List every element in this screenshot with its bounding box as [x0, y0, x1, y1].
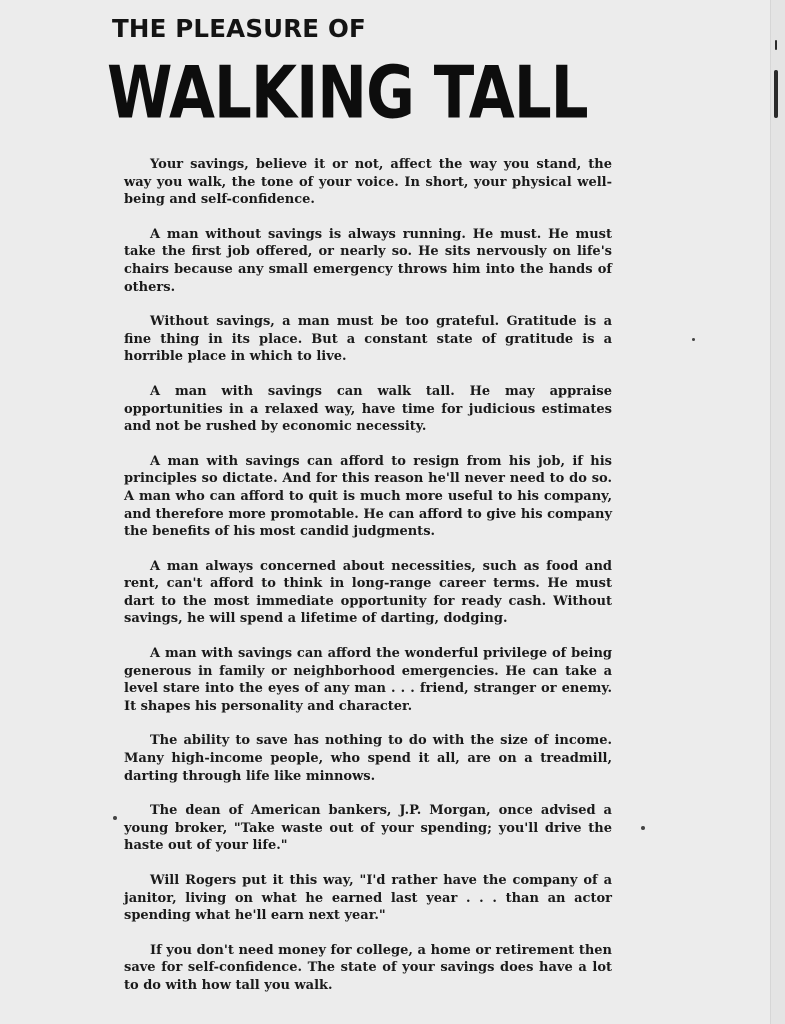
paragraph: The ability to save has nothing to do with the size of income. Many high-income people, who spend it all, are on a treadmill, darting through life like minnows. — [124, 733, 612, 784]
paragraph: A man always concerned about necessities, such as food and rent, can't afford to think in long-range career terms. He must dart to the most immediate opportunity for ready cash. Without savings, he will spend a lifetime of darting, dodging. — [124, 558, 612, 627]
paragraph: A man without savings is always running. He must. He must take the first job offered, or nearly so. He sits nervously on life's chairs because any small emergency throws him into the hands of others. — [124, 226, 612, 295]
main-headline: WALKING TALL — [107, 50, 588, 135]
paragraph: A man with savings can afford the wonderful privilege of being generous in family or neighborhood emergencies. He can take a level stare into the eyes of any man . . . friend, stranger or enemy. It shapes his personality and character. — [124, 646, 612, 714]
paragraph: If you don't need money for college, a home or retirement then save for self-confidence. The state of your savings does have a lot to do with how tall you walk. — [124, 942, 612, 993]
ink-speck — [692, 338, 695, 341]
paragraph: A man with savings can afford to resign from his job, if his principles so dictate. And for this reason he'll never need to do so. A man who can afford to quit is much more useful to his company, and therefore more promotable. He can afford to give his company the benefits of his most candid judgments. — [124, 453, 612, 540]
article-body — [124, 156, 612, 995]
edge-mark — [774, 70, 778, 118]
ink-speck — [113, 816, 117, 820]
paragraph: Will Rogers put it this way, "I'd rather have the company of a janitor, living on what he earned last year . . . than an actor spending what he'll earn next year." — [124, 873, 612, 924]
paragraph: Your savings, believe it or not, affect the way you stand, the way you walk, the tone of your voice. In short, your physical well-being and self-confidence. — [124, 157, 612, 208]
page-edge — [770, 0, 785, 1024]
edge-mark — [775, 40, 777, 50]
paragraph: A man with savings can walk tall. He may appraise opportunities in a relaxed way, have time for judicious estimates and not be rushed by economic necessity. — [124, 383, 612, 435]
paragraph: The dean of American bankers, J.P. Morgan, once advised a young broker, "Take waste out of your spending; you'll drive the haste out of your life." — [124, 803, 612, 854]
kicker-headline: THE PLEASURE OF — [112, 14, 366, 43]
paragraph: Without savings, a man must be too grateful. Gratitude is a fine thing in its place. But a constant state of gratitude is a horrible place in which to live. — [124, 314, 612, 365]
ink-speck — [641, 826, 645, 830]
